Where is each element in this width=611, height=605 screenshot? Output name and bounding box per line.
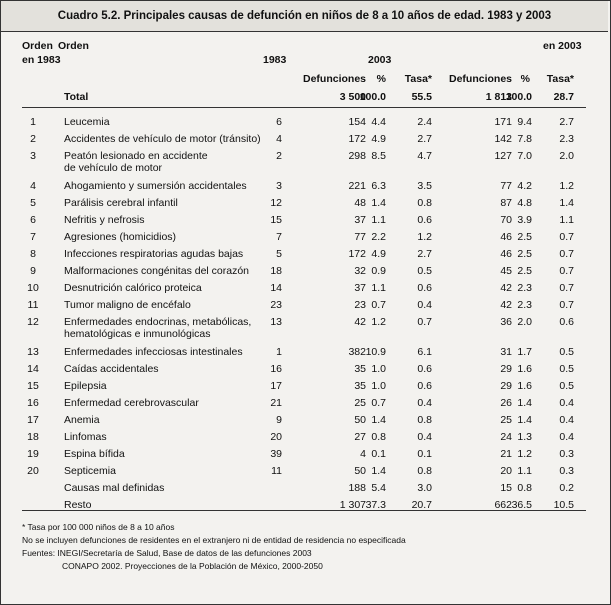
cell-o03: 13 <box>270 316 282 328</box>
cell-o83: 8 <box>30 248 36 260</box>
cell-t1: 6.1 <box>417 346 432 358</box>
cell-p2: 1.4 <box>517 397 532 409</box>
cell-d2: 46 <box>500 248 512 260</box>
cell-o83: 10 <box>27 282 39 294</box>
cell-p2: 2.5 <box>517 265 532 277</box>
cell-cause: Enfermedades infecciosas intestinales <box>64 346 243 358</box>
cell-t1: 3.0 <box>417 482 432 494</box>
cell-d1: 50 <box>354 465 366 477</box>
cell-d1: 37 <box>354 214 366 226</box>
cell-d2: 42 <box>500 282 512 294</box>
cell-o83: 3 <box>30 150 36 162</box>
cell-p2: 3.9 <box>517 214 532 226</box>
cell-o83: 20 <box>27 465 39 477</box>
cell-d2: 36 <box>500 316 512 328</box>
cell-o83: 18 <box>27 431 39 443</box>
cell-p2: 1.3 <box>517 431 532 443</box>
cell-p2: 1.2 <box>517 448 532 460</box>
cell-p1: 0.1 <box>371 448 386 460</box>
cell-p2: 1.1 <box>517 465 532 477</box>
cell-t1: 0.6 <box>417 282 432 294</box>
cell-t2: 2.0 <box>559 150 574 162</box>
cell-d1: 32 <box>354 265 366 277</box>
cell-t1: 0.6 <box>417 380 432 392</box>
header-orden-1983: Orden <box>22 40 53 52</box>
header-divider <box>22 107 586 108</box>
cell-o83: 1 <box>30 116 36 128</box>
cell-o83: 15 <box>27 380 39 392</box>
cell-t2: 0.7 <box>559 265 574 277</box>
cell-o03: 5 <box>276 248 282 260</box>
cell-t1: 2.7 <box>417 248 432 260</box>
cell-t2: 0.3 <box>559 448 574 460</box>
cell-d1: 172 <box>348 248 366 260</box>
cell-cause-continued: de vehículo de motor <box>64 162 163 174</box>
cell-t2: 0.5 <box>559 380 574 392</box>
cell-cause: Epilepsia <box>64 380 107 392</box>
footnote-source-2: CONAPO 2002. Proyecciones de la Población de México, 2000-2050 <box>62 561 323 571</box>
cell-d2: 25 <box>500 414 512 426</box>
total-def-1: 3 500 <box>339 91 366 103</box>
cell-p1: 0.7 <box>371 397 386 409</box>
cell-o03: 2 <box>276 150 282 162</box>
cell-d2: 29 <box>500 380 512 392</box>
cell-o03: 7 <box>276 231 282 243</box>
cell-o03: 4 <box>276 133 282 145</box>
cell-p2: 1.6 <box>517 380 532 392</box>
cell-o83: 19 <box>27 448 39 460</box>
header-defunciones-2: Defunciones <box>448 73 512 85</box>
cell-p1: 1.4 <box>371 465 386 477</box>
cell-p1: 10.9 <box>365 346 386 358</box>
cell-d2: 70 <box>500 214 512 226</box>
header-tasa-2: Tasa* <box>546 73 574 85</box>
footnote-exclusion: No se incluyen defunciones de residentes en el extranjero ni de entidad de residencia no especificada <box>22 535 406 545</box>
cell-cause: Espina bífida <box>64 448 125 460</box>
cell-t2: 0.5 <box>559 363 574 375</box>
cell-cause: Resto <box>64 499 92 511</box>
cell-t2: 2.7 <box>559 116 574 128</box>
cell-d1: 298 <box>348 150 366 162</box>
cell-o83: 11 <box>27 299 39 311</box>
cell-o03: 6 <box>276 116 282 128</box>
header-defunciones-1: Defunciones <box>302 73 366 85</box>
cell-cause: Malformaciones congénitas del corazón <box>64 265 250 277</box>
cell-t1: 4.7 <box>417 150 432 162</box>
cell-p1: 1.0 <box>371 363 386 375</box>
header-year-1983: 1983 <box>263 54 287 66</box>
cell-t2: 0.6 <box>559 316 574 328</box>
cell-o03: 21 <box>270 397 282 409</box>
cell-t1: 3.5 <box>417 180 432 192</box>
cell-t2: 0.4 <box>559 414 574 426</box>
cell-cause: Parálisis cerebral infantil <box>64 197 178 209</box>
cell-o03: 3 <box>276 180 282 192</box>
cell-d2: 77 <box>500 180 512 192</box>
cell-cause-continued: hematológicas e inmunológicas <box>64 328 211 340</box>
cell-d2: 21 <box>500 448 512 460</box>
cell-t1: 1.2 <box>417 231 432 243</box>
cell-p2: 0.8 <box>517 482 532 494</box>
header-en-1983: en 1983 <box>22 54 61 66</box>
cell-cause: Ahogamiento y sumersión accidentales <box>64 180 247 192</box>
table-title: Cuadro 5.2. Principales causas de defunción en niños de 8 a 10 años de edad. 1983 y 2003 <box>1 1 608 32</box>
cell-p2: 1.6 <box>517 363 532 375</box>
header-tasa-1: Tasa* <box>404 73 432 85</box>
cell-t1: 0.8 <box>417 465 432 477</box>
cell-d2: 15 <box>500 482 512 494</box>
cell-t2: 0.5 <box>559 346 574 358</box>
cell-t2: 2.3 <box>559 133 574 145</box>
cell-o83: 12 <box>27 316 39 328</box>
cell-o03: 9 <box>276 414 282 426</box>
cell-p1: 1.2 <box>371 316 386 328</box>
cell-p2: 2.3 <box>517 282 532 294</box>
cell-d2: 20 <box>500 465 512 477</box>
cell-p2: 9.4 <box>517 116 532 128</box>
cell-d2: 26 <box>500 397 512 409</box>
cell-t2: 0.7 <box>559 299 574 311</box>
cell-d2: 87 <box>500 197 512 209</box>
cell-t2: 10.5 <box>553 499 574 511</box>
cell-p2: 7.0 <box>517 150 532 162</box>
cell-t1: 0.6 <box>417 214 432 226</box>
cell-p1: 1.4 <box>371 197 386 209</box>
cell-t1: 0.8 <box>417 414 432 426</box>
total-tasa-2: 28.7 <box>553 91 574 103</box>
cell-p1: 5.4 <box>371 482 386 494</box>
header-pct-1: % <box>376 73 386 85</box>
cell-d1: 1 307 <box>339 499 366 511</box>
cell-p2: 1.7 <box>517 346 532 358</box>
cell-p1: 0.7 <box>371 299 386 311</box>
header-year-2003: 2003 <box>368 54 392 66</box>
cell-o03: 14 <box>270 282 282 294</box>
cell-t1: 0.8 <box>417 197 432 209</box>
cell-p1: 4.9 <box>371 133 386 145</box>
total-def-2: 1 813 <box>485 91 512 103</box>
cell-o03: 1 <box>276 346 282 358</box>
cell-p2: 2.5 <box>517 248 532 260</box>
cell-p1: 37.3 <box>365 499 386 511</box>
cell-cause: Enfermedad cerebrovascular <box>64 397 199 409</box>
cell-d1: 42 <box>354 316 366 328</box>
cell-o83: 14 <box>27 363 39 375</box>
cell-p2: 36.5 <box>511 499 532 511</box>
cell-o83: 2 <box>30 133 36 145</box>
cell-p1: 1.4 <box>371 414 386 426</box>
cell-o03: 17 <box>270 380 282 392</box>
cell-o03: 11 <box>271 465 282 477</box>
cell-d1: 27 <box>354 431 366 443</box>
cell-o83: 5 <box>30 197 36 209</box>
cell-t1: 0.7 <box>417 316 432 328</box>
cell-p1: 2.2 <box>371 231 386 243</box>
cell-t1: 20.7 <box>411 499 432 511</box>
cell-d1: 23 <box>354 299 366 311</box>
cell-t2: 0.7 <box>559 282 574 294</box>
cell-o83: 9 <box>30 265 36 277</box>
cell-t2: 0.4 <box>559 397 574 409</box>
cell-t2: 0.2 <box>559 482 574 494</box>
cell-o03: 39 <box>270 448 282 460</box>
cell-t1: 0.5 <box>417 265 432 277</box>
cell-p1: 6.3 <box>371 180 386 192</box>
cell-t2: 1.2 <box>559 180 574 192</box>
cell-d2: 171 <box>494 116 512 128</box>
cell-d1: 4 <box>360 448 366 460</box>
cell-t2: 1.1 <box>559 214 574 226</box>
footnote-tasa: * Tasa por 100 000 niños de 8 a 10 años <box>22 522 175 532</box>
cell-d1: 221 <box>348 180 366 192</box>
cell-o03: 23 <box>270 299 282 311</box>
header-pct-2: % <box>520 73 530 85</box>
cell-cause: Infecciones respiratorias agudas bajas <box>64 248 244 260</box>
cell-o83: 6 <box>30 214 36 226</box>
cell-d1: 172 <box>348 133 366 145</box>
cell-p2: 4.2 <box>517 180 532 192</box>
cell-p2: 4.8 <box>517 197 532 209</box>
cell-p1: 4.9 <box>371 248 386 260</box>
cell-d2: 142 <box>494 133 512 145</box>
cell-cause: Tumor maligno de encéfalo <box>64 299 191 311</box>
cell-d1: 382 <box>348 346 366 358</box>
header-orden-2003: Orden <box>58 40 89 52</box>
cell-d1: 35 <box>354 363 366 375</box>
cell-d1: 35 <box>354 380 366 392</box>
footnote-source-1: Fuentes: INEGI/Secretaría de Salud, Base de datos de las defunciones 2003 <box>22 548 312 558</box>
cell-cause: Septicemia <box>64 465 116 477</box>
cell-o83: 17 <box>27 414 39 426</box>
cell-t2: 0.4 <box>559 431 574 443</box>
cell-d1: 188 <box>348 482 366 494</box>
cell-t1: 0.6 <box>417 363 432 375</box>
cell-d2: 46 <box>500 231 512 243</box>
cell-t1: 2.7 <box>417 133 432 145</box>
cell-p2: 1.4 <box>517 414 532 426</box>
cell-p1: 1.0 <box>371 380 386 392</box>
cell-o03: 16 <box>270 363 282 375</box>
cell-d1: 50 <box>354 414 366 426</box>
cell-t1: 0.4 <box>417 299 432 311</box>
cell-d1: 37 <box>354 282 366 294</box>
cell-cause: Accidentes de vehículo de motor (tránsito) <box>64 133 261 145</box>
cell-o03: 12 <box>270 197 282 209</box>
cell-cause: Enfermedades endocrinas, metabólicas, <box>64 316 252 328</box>
cell-p1: 1.1 <box>371 282 386 294</box>
cell-d2: 45 <box>500 265 512 277</box>
cell-d2: 662 <box>494 499 512 511</box>
cell-p1: 8.5 <box>371 150 386 162</box>
cell-t1: 0.1 <box>417 448 432 460</box>
cell-o83: 4 <box>30 180 36 192</box>
footer-divider <box>22 510 586 511</box>
cell-o83: 13 <box>27 346 39 358</box>
cell-t1: 0.4 <box>417 397 432 409</box>
cell-o83: 16 <box>27 397 39 409</box>
cell-p2: 2.5 <box>517 231 532 243</box>
cell-d2: 127 <box>494 150 512 162</box>
cell-p1: 4.4 <box>371 116 386 128</box>
cell-t2: 1.4 <box>559 197 574 209</box>
cell-cause: Linfomas <box>64 431 107 443</box>
cell-o03: 15 <box>270 214 282 226</box>
total-tasa-1: 55.5 <box>411 91 432 103</box>
cell-cause: Agresiones (homicidios) <box>64 231 177 243</box>
total-label: Total <box>64 91 89 103</box>
cell-d2: 42 <box>500 299 512 311</box>
cell-cause: Desnutrición calórico proteica <box>64 282 202 294</box>
cell-d2: 31 <box>500 346 512 358</box>
cell-d2: 29 <box>500 363 512 375</box>
cell-d1: 48 <box>354 197 366 209</box>
cell-p2: 2.3 <box>517 299 532 311</box>
header-en-2003: en 2003 <box>543 40 582 52</box>
cell-o03: 18 <box>270 265 282 277</box>
cell-o03: 20 <box>270 431 282 443</box>
cell-p1: 0.9 <box>371 265 386 277</box>
cell-t1: 0.4 <box>417 431 432 443</box>
cell-p1: 1.1 <box>371 214 386 226</box>
cell-cause: Caídas accidentales <box>64 363 159 375</box>
cell-d1: 77 <box>354 231 366 243</box>
cell-t2: 0.3 <box>559 465 574 477</box>
cell-p1: 0.8 <box>371 431 386 443</box>
cell-p2: 2.0 <box>517 316 532 328</box>
cell-t2: 0.7 <box>559 231 574 243</box>
cell-d1: 25 <box>354 397 366 409</box>
cell-d2: 24 <box>500 431 512 443</box>
cell-o83: 7 <box>30 231 36 243</box>
cell-t1: 2.4 <box>417 116 432 128</box>
cell-cause: Peatón lesionado en accidente <box>64 150 208 162</box>
cell-d1: 154 <box>348 116 366 128</box>
cell-cause: Leucemia <box>64 116 110 128</box>
total-pct-2: 100.0 <box>505 91 532 103</box>
cell-cause: Causas mal definidas <box>64 482 165 494</box>
cell-p2: 7.8 <box>517 133 532 145</box>
total-pct-1: 100.0 <box>359 91 386 103</box>
cell-t2: 0.7 <box>559 248 574 260</box>
cell-cause: Anemia <box>64 414 100 426</box>
cell-cause: Nefritis y nefrosis <box>64 214 145 226</box>
